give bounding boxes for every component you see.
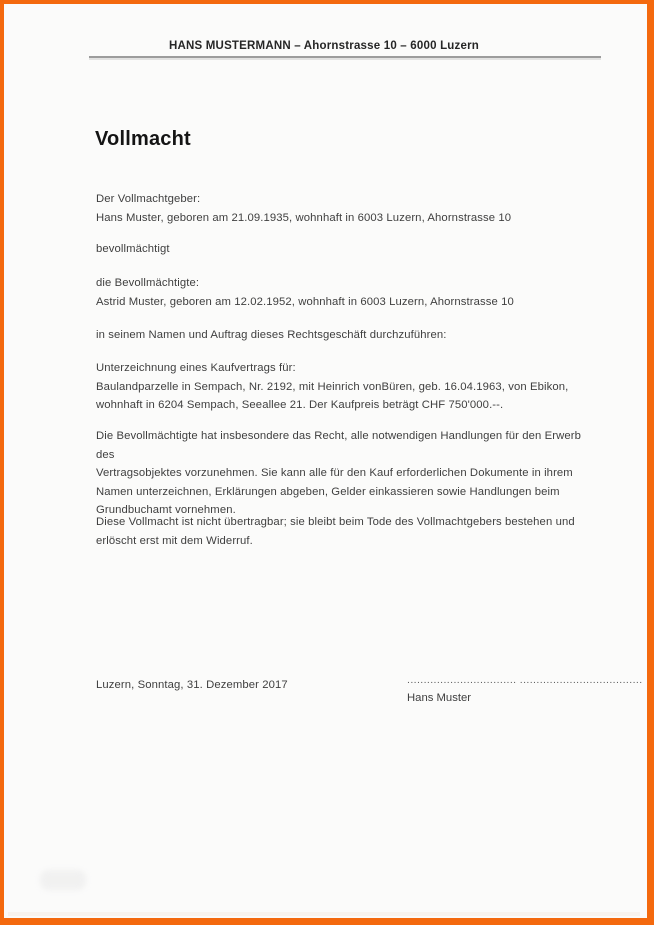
letterhead-text: HANS MUSTERMANN – Ahornstrasse 10 – 6000 Luzern <box>169 40 479 52</box>
paragraph-rights: Die Bevollmächtigte hat insbesondere das Recht, alle notwendigen Handlungen für den Erwerb des Vertragsobjektes vorzunehmen. Sie kann alle für den Kauf erforderlichen Dokumente in ihrem Namen unterzeichnen, Erklärungen abgeben, Gelder einkassieren sowie Handlungen beim Grundbuchamt vornehmen. <box>96 430 582 516</box>
letterhead-divider <box>89 56 601 58</box>
document-title: Vollmacht <box>95 128 191 150</box>
paragraph-authorizes: bevollmächtigt <box>96 243 170 255</box>
signature-line: ................................. ..................................... <box>407 674 643 686</box>
paragraph-grantor: Der Vollmachtgeber: Hans Muster, geboren am 21.09.1935, wohnhaft in 6003 Luzern, Ahornstrasse 10 <box>96 193 512 224</box>
signatory-name: Hans Muster <box>407 692 472 704</box>
paragraph-agent: die Bevollmächtigte: Astrid Muster, geboren am 12.02.1952, wohnhaft in 6003 Luzern, Ahornstrasse 10 <box>96 277 514 308</box>
bottom-edge-strip <box>8 912 640 916</box>
watermark-smudge <box>40 870 86 890</box>
paragraph-validity: Diese Vollmacht ist nicht übertragbar; sie bleibt beim Tode des Vollmachtgebers bestehen und erlöscht erst mit dem Widerruf. <box>96 516 575 547</box>
signature-block <box>407 673 643 707</box>
paragraph-transaction: Unterzeichnung eines Kaufvertrags für: Baulandparzelle in Sempach, Nr. 2192, mit Heinrich vonBüren, geb. 16.04.1963, von Ebikon, wohnhaft in 6204 Sempach, Seeallee 21. Der Kaufpreis beträgt CHF 750'000.--. <box>96 362 569 411</box>
paragraph-scope-intro: in seinem Namen und Auftrag dieses Rechtsgeschäft durchzuführen: <box>96 329 447 341</box>
place-date: Luzern, Sonntag, 31. Dezember 2017 <box>96 679 288 691</box>
